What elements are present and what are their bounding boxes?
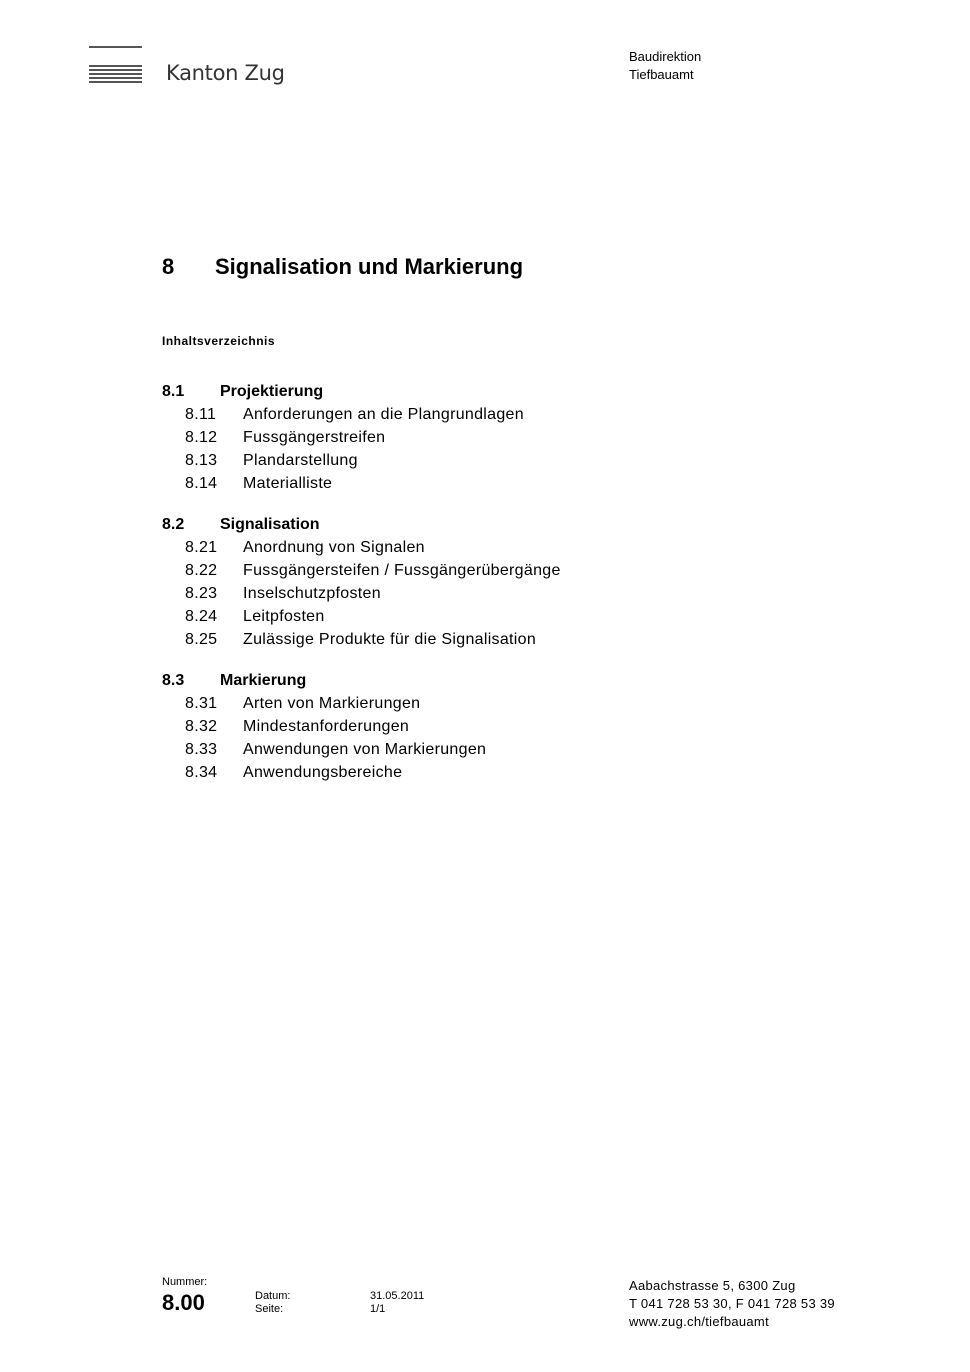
entry-number: 8.25: [185, 631, 218, 648]
logo-stripes-icon: [89, 46, 142, 86]
entry-title: Materialliste: [243, 475, 333, 492]
entry-number: 8.11: [185, 406, 217, 423]
toc-section: [162, 669, 762, 784]
document-number: 8.00: [162, 1290, 205, 1315]
footer-address: [629, 1277, 835, 1331]
date-label: Datum:: [255, 1290, 291, 1302]
entry-number: 8.13: [185, 452, 218, 469]
chapter-number: 8: [162, 254, 175, 279]
section-number: 8.2: [162, 516, 185, 533]
section-title: Signalisation: [220, 516, 320, 533]
toc-section-heading: [162, 669, 762, 692]
entry-number: 8.33: [185, 741, 218, 758]
page-value: 1/1: [370, 1303, 386, 1315]
logo-text: Kanton Zug: [166, 61, 285, 85]
entry-title: Anforderungen an die Plangrundlagen: [243, 406, 524, 423]
toc-entry: [162, 692, 762, 715]
toc-entry: [162, 628, 762, 651]
toc-entry: [162, 472, 762, 495]
entry-number: 8.24: [185, 608, 218, 625]
toc-entry: [162, 426, 762, 449]
toc-section: [162, 513, 762, 651]
section-number: 8.3: [162, 672, 185, 689]
entry-number: 8.21: [185, 539, 218, 556]
chapter-title: [162, 254, 523, 280]
entry-number: 8.23: [185, 585, 218, 602]
kanton-zug-logo: [89, 46, 309, 91]
page-row: [255, 1303, 424, 1316]
entry-title: Leitpfosten: [243, 608, 325, 625]
department-block: [629, 48, 701, 84]
entry-title: Mindestanforderungen: [243, 718, 410, 735]
entry-number: 8.32: [185, 718, 218, 735]
date-value: 31.05.2011: [370, 1290, 425, 1302]
entry-number: 8.22: [185, 562, 218, 579]
entry-number: 8.14: [185, 475, 218, 492]
toc-entry: [162, 559, 762, 582]
entry-title: Arten von Markierungen: [243, 695, 421, 712]
table-of-contents: [162, 380, 762, 802]
document-meta: [255, 1290, 424, 1316]
entry-title: Plandarstellung: [243, 452, 358, 469]
entry-title: Anwendungen von Markierungen: [243, 741, 487, 758]
section-title: Projektierung: [220, 383, 324, 400]
toc-section-heading: [162, 513, 762, 536]
toc-entry: [162, 403, 762, 426]
department-line: Baudirektion: [629, 49, 702, 64]
document-number-label: Nummer:: [162, 1276, 208, 1288]
entry-number: 8.34: [185, 764, 218, 781]
toc-entry: [162, 761, 762, 784]
toc-entry: [162, 449, 762, 472]
date-row: [255, 1290, 424, 1303]
entry-title: Fussgängerstreifen: [243, 429, 386, 446]
section-number: 8.1: [162, 383, 185, 400]
entry-title: Fussgängersteifen / Fussgängerübergänge: [243, 562, 561, 579]
entry-number: 8.12: [185, 429, 218, 446]
toc-label: Inhaltsverzeichnis: [162, 334, 276, 348]
toc-entry: [162, 536, 762, 559]
entry-title: Anordnung von Signalen: [243, 539, 425, 556]
toc-entry: [162, 582, 762, 605]
entry-number: 8.31: [185, 695, 218, 712]
entry-title: Zulässige Produkte für die Signalisation: [243, 631, 537, 648]
toc-entry: [162, 738, 762, 761]
address-line: Aabachstrasse 5, 6300 Zug: [629, 1278, 796, 1293]
toc-entry: [162, 605, 762, 628]
toc-section: [162, 380, 762, 495]
entry-title: Inselschutzpfosten: [243, 585, 381, 602]
section-title: Markierung: [220, 672, 307, 689]
website-line: www.zug.ch/tiefbauamt: [629, 1314, 769, 1329]
toc-entry: [162, 715, 762, 738]
page-label: Seite:: [255, 1303, 284, 1315]
toc-section-heading: [162, 380, 762, 403]
entry-title: Anwendungsbereiche: [243, 764, 403, 781]
department-line: Tiefbauamt: [629, 67, 694, 82]
contact-line: T 041 728 53 30, F 041 728 53 39: [629, 1296, 835, 1311]
chapter-title-text: Signalisation und Markierung: [215, 254, 524, 279]
